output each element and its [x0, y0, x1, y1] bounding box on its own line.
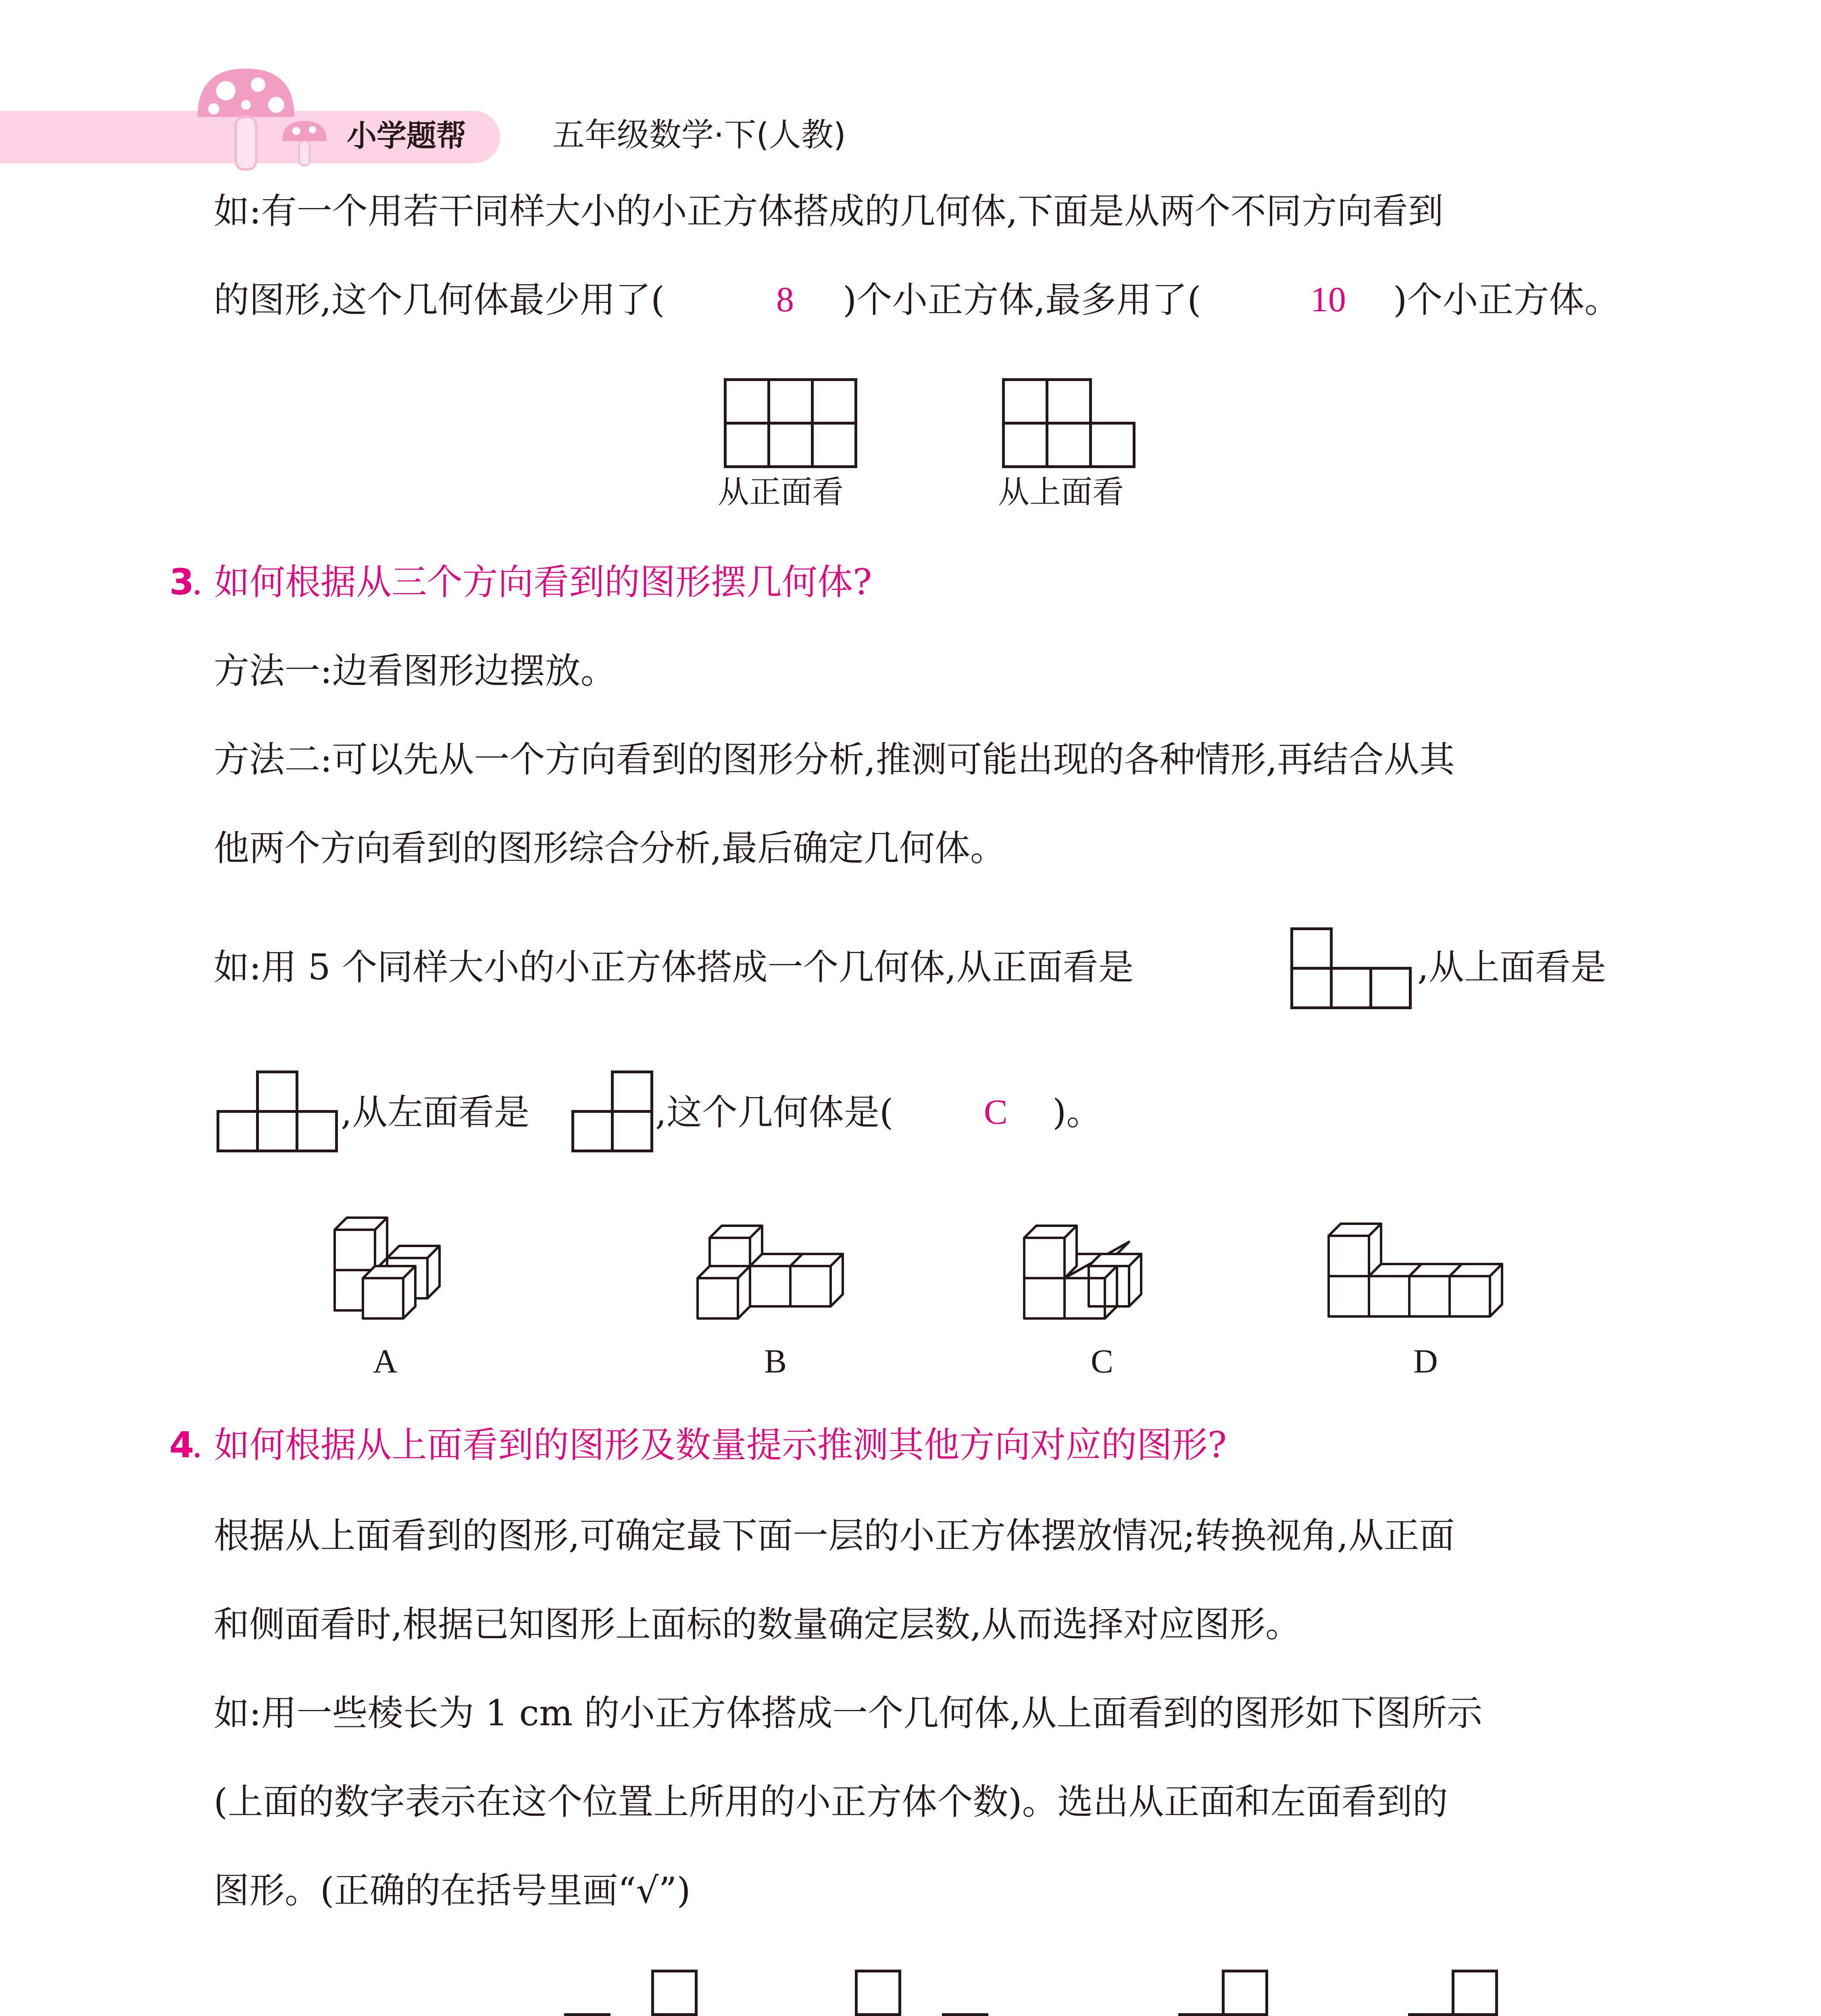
section4-example-line1: 如:用一些棱长为 1 cm 的小正方体搭成一个几何体,从上面看到的图形如下图所示	[214, 1692, 1483, 1734]
option-d-label: D	[1413, 1343, 1438, 1380]
option-d-figure	[1325, 1220, 1534, 1341]
section3-example-line2-b: ,这个几何体是(	[655, 1091, 894, 1133]
answer-max: 10	[1311, 280, 1346, 319]
section4-example-line3: 图形。(正确的在括号里画“√”)	[214, 1870, 691, 1911]
method2-line2: 他两个方向看到的图形综合分析,最后确定几何体。	[214, 827, 1006, 869]
example1-line2-a: 的图形,这个几何体最少用了(	[214, 279, 665, 321]
section4-example-line2: (上面的数字表示在这个位置上所用的小正方体个数)。选出从正面和左面看到的	[214, 1781, 1448, 1822]
section4-title: . 如何根据从上面看到的图形及数量提示推测其他方向对应的图形?	[192, 1424, 1227, 1466]
section4-para1-line1: 根据从上面看到的图形,可确定最下面一层的小正方体摆放情况;转换视角,从正面	[214, 1515, 1455, 1556]
section4-number: 4	[169, 1424, 194, 1466]
section3-number: 3	[169, 561, 194, 603]
top-view-caption: 从上面看	[998, 474, 1124, 510]
example1-line2-b: )个小正方体,最多用了(	[843, 279, 1201, 321]
option-a-label: A	[373, 1343, 398, 1380]
option-b-figure	[694, 1222, 863, 1343]
option-a-figure	[331, 1214, 492, 1335]
example1-line2-c: )个小正方体。	[1393, 279, 1620, 321]
book-title: 五年级数学·下(人教)	[552, 116, 846, 154]
front-view-caption: 从正面看	[718, 474, 844, 510]
option-b-label: B	[764, 1343, 787, 1380]
section3-example-line1-b: ,从上面看是	[1417, 946, 1606, 988]
method1: 方法一:边看图形边摆放。	[214, 650, 616, 691]
section3-answer: C	[984, 1093, 1008, 1132]
method2-line1: 方法二:可以先从一个方向看到的图形分析,推测可能出现的各种情形,再结合从其	[214, 739, 1455, 780]
section3-example-line2-c: )。	[1052, 1091, 1102, 1133]
section3-title: . 如何根据从三个方向看到的图形摆几何体?	[192, 561, 872, 603]
option-c-figure	[1020, 1222, 1190, 1343]
section3-example-line1-a: 如:用 5 个同样大小的小正方体搭成一个几何体,从正面看是	[214, 946, 1134, 988]
answer-min: 8	[776, 280, 794, 319]
section3-example-line2-a: ,从左面看是	[341, 1091, 529, 1133]
small-mushroom-icon	[278, 117, 339, 177]
example1-line1: 如:有一个用若干同样大小的小正方体搭成的几何体,下面是从两个不同方向看到	[214, 190, 1444, 232]
series-title: 小学题帮	[347, 119, 466, 153]
section4-para1-line2: 和侧面看时,根据已知图形上面标的数量确定层数,从而选择对应图形。	[214, 1604, 1301, 1645]
option-c-label: C	[1091, 1343, 1114, 1380]
